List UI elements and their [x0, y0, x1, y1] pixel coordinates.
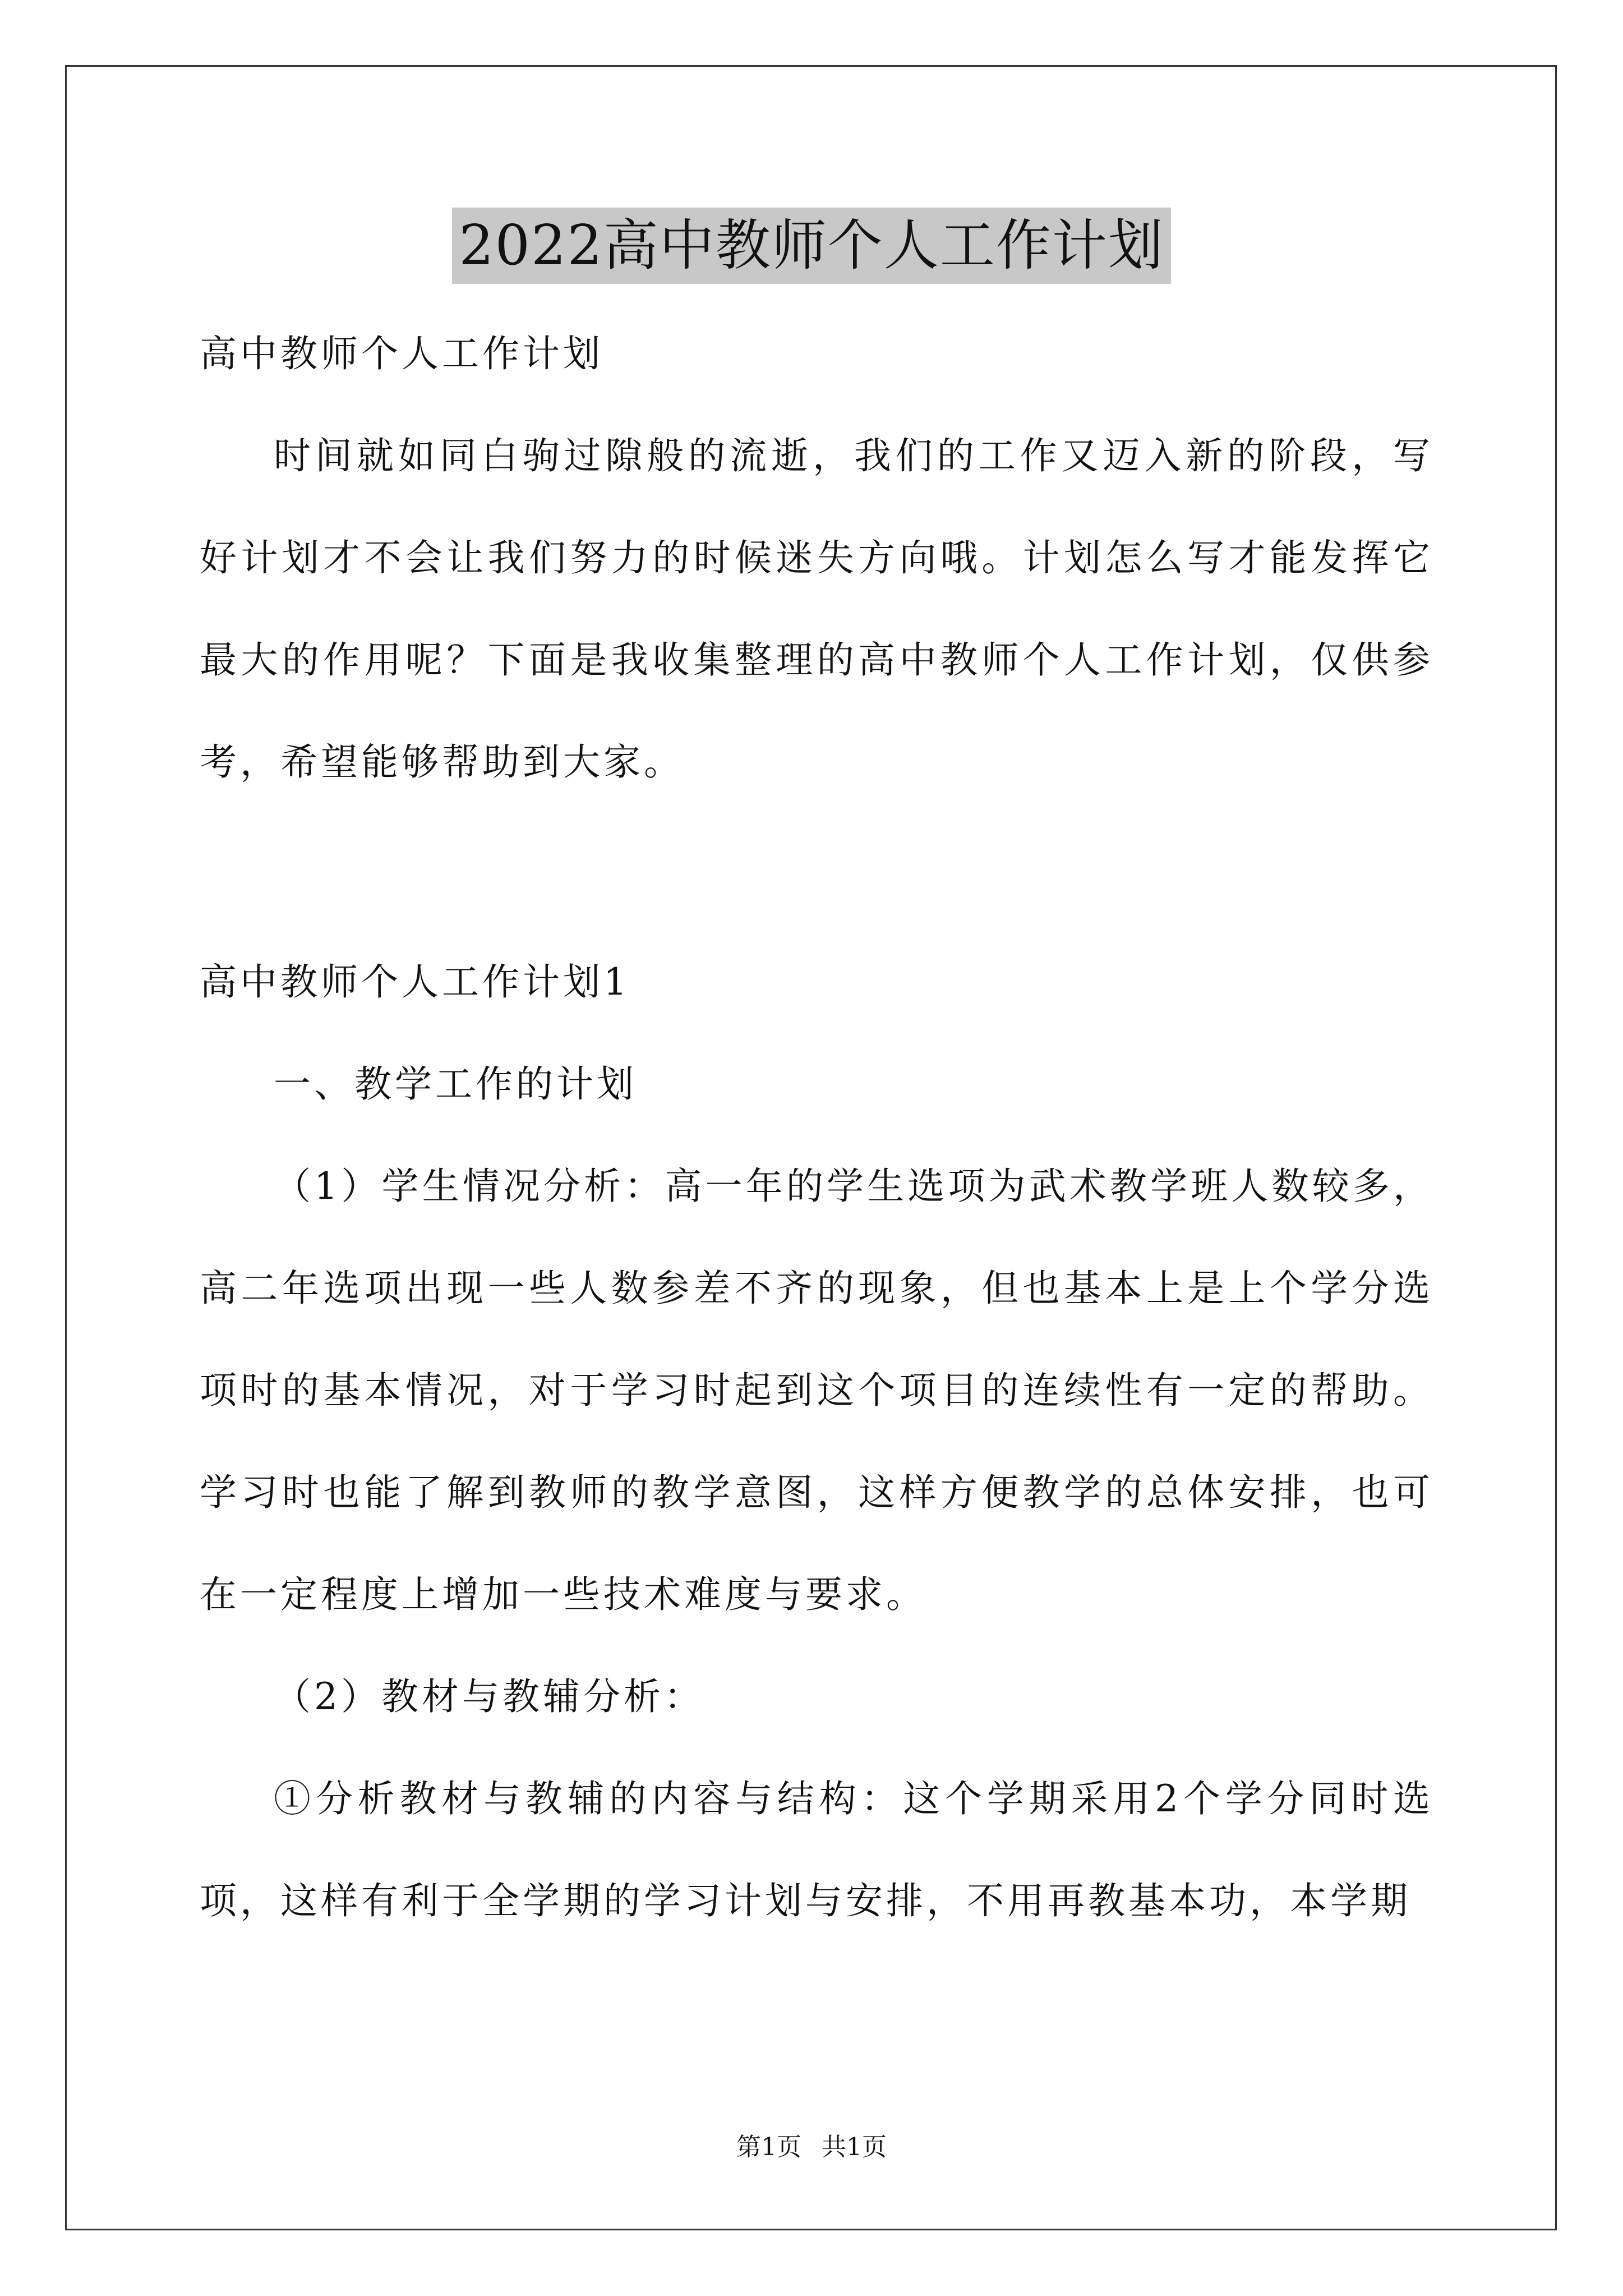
paragraph-content-structure: ①分析教材与教辅的内容与结构：这个学期采用2个学分同时选项，这样有利于全学期的学习计划与安排，不用再教基本功，本学期 [200, 1777, 1433, 1922]
title-container [0, 208, 1623, 284]
page-number-current: 第1页 [736, 2133, 801, 2161]
page-number-total: 共1页 [822, 2133, 887, 2161]
intro-paragraph: 时间就如同白驹过隙般的流逝，我们的工作又迈入新的阶段，写好计划才不会让我们努力的时候迷失方向哦。计划怎么写才能发挥它最大的作用呢？下面是我收集整理的高中教师个人工作计划，仅供参考，希望能够帮助到大家。 [200, 434, 1433, 784]
section-heading-1: 高中教师个人工作计划1 [200, 960, 630, 1004]
paragraph-material-analysis: （2）教材与教辅分析： [274, 1675, 704, 1718]
subtitle-heading: 高中教师个人工作计划 [200, 332, 603, 375]
paragraph-student-analysis: （1）学生情况分析：高一年的学生选项为武术教学班人数较多，高二年选项出现一些人数参差不齐的现象，但也基本上是上个学分选项时的基本情况，对于学习时起到这个项目的连续性有一定的帮助。学习时也能了解到教师的教学意图，这样方便教学的总体安排，也可在一定程度上增加一些技术难度与要求。 [200, 1165, 1433, 1616]
page-footer [0, 2132, 1623, 2163]
document-title: 2022高中教师个人工作计划 [452, 208, 1170, 284]
document-body [200, 303, 1433, 1952]
subsection-heading-teaching: 一、教学工作的计划 [274, 1062, 637, 1106]
